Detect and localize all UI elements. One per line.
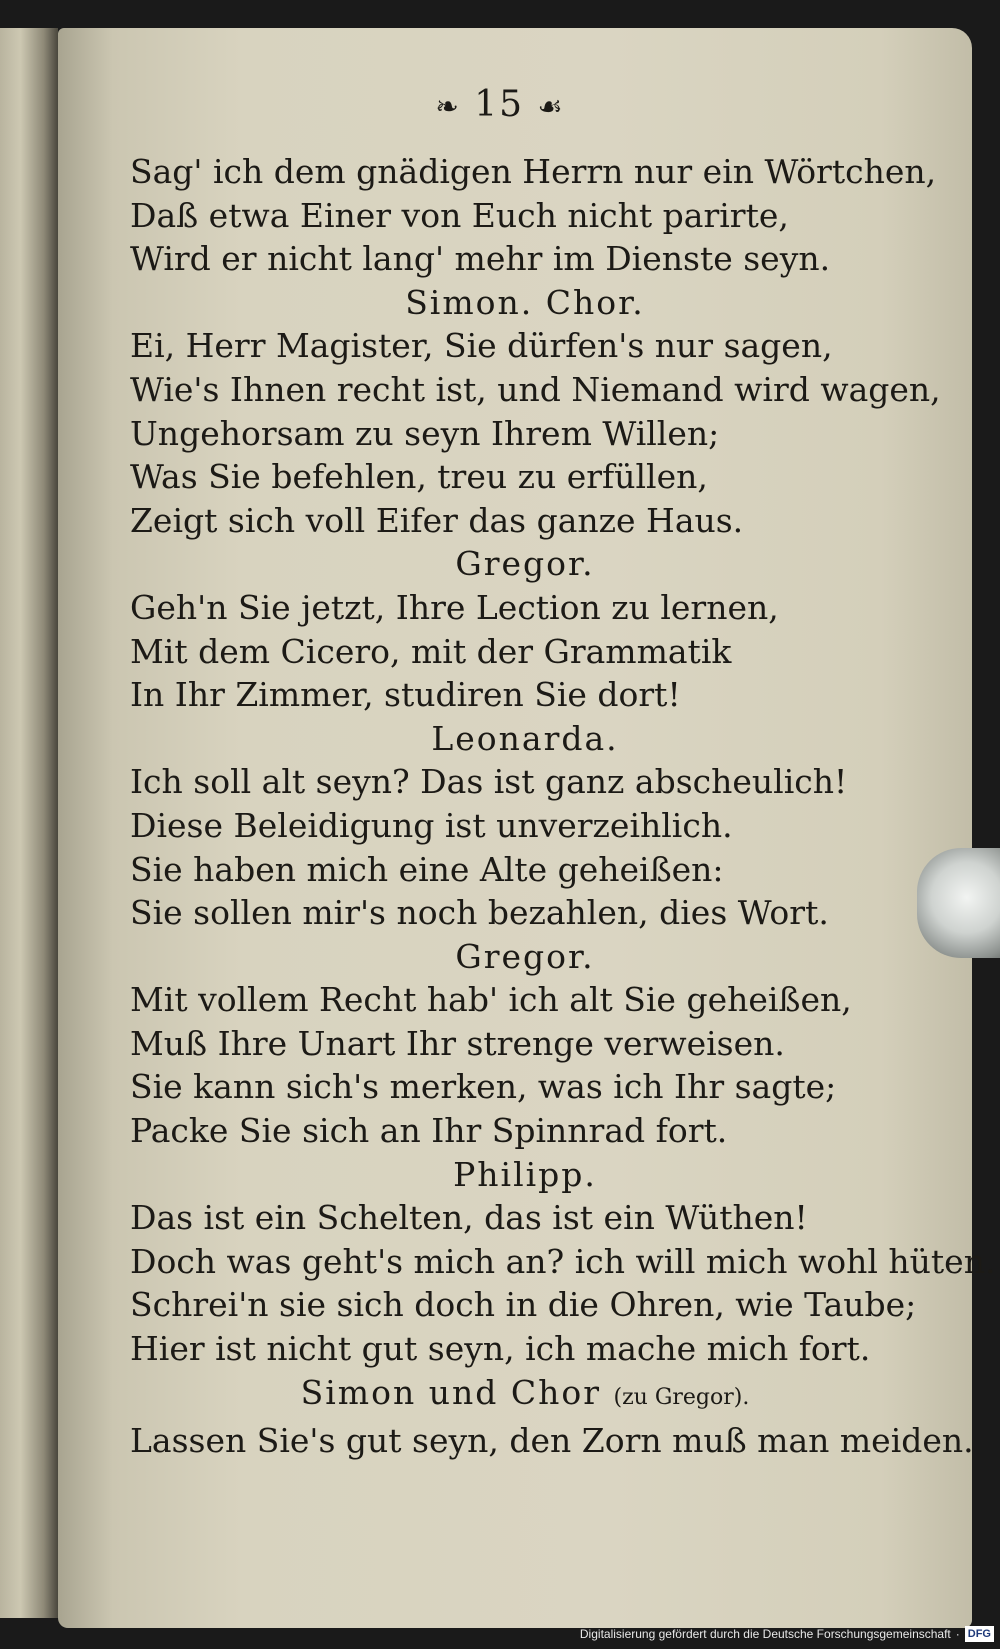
verse-line: Das ist ein Schelten, das ist ein Wüthen!	[130, 1198, 808, 1238]
verse-line: Zeigt sich voll Eifer das ganze Haus.	[130, 500, 744, 540]
verse-line: Packe Sie sich an Ihr Spinnrad fort.	[130, 1111, 728, 1151]
verse-line: Schrei'n sie sich doch in die Ohren, wie Taube;	[130, 1285, 917, 1325]
verse-line: Was Sie befehlen, treu zu erfüllen,	[130, 457, 708, 497]
speaker-heading: Gregor.	[455, 936, 595, 976]
verse-line: Wird er nicht lang' mehr im Dienste seyn.	[130, 239, 831, 279]
page-turn-tab[interactable]	[917, 848, 1000, 958]
verse-line: Daß etwa Einer von Euch nicht parirte,	[130, 195, 789, 235]
page-number: 15	[474, 84, 525, 125]
verse-line: Mit vollem Recht hab' ich alt Sie geheißen,	[130, 980, 852, 1020]
speaker-heading	[130, 1371, 920, 1420]
verse-line: In Ihr Zimmer, studiren Sie dort!	[130, 675, 681, 715]
stage-direction: (zu Gregor).	[613, 1384, 750, 1410]
verse-line: Muß Ihre Unart Ihr strenge verweisen.	[130, 1023, 785, 1063]
verse-line: Sag' ich dem gnädigen Herrn nur ein Wörtchen,	[130, 152, 937, 191]
verse-line: Geh'n Sie jetzt, Ihre Lection zu lernen,	[130, 587, 779, 627]
speaker-name: Simon und Chor	[300, 1372, 601, 1412]
previous-page-edge	[0, 28, 58, 1618]
verse-line: Sie haben mich eine Alte geheißen:	[130, 849, 724, 889]
ornament-left-icon: ❧	[435, 90, 461, 123]
speaker-heading: Simon. Chor.	[405, 282, 645, 322]
verse-line: Diese Beleidigung ist unverzeihlich.	[130, 805, 733, 845]
speaker-heading: Philipp.	[453, 1154, 597, 1194]
verse-line: Sie kann sich's merken, was ich Ihr sagte;	[130, 1067, 837, 1107]
ornament-right-icon: ☙	[537, 90, 565, 123]
verse-line: Wie's Ihnen recht ist, und Niemand wird wagen,	[130, 369, 941, 409]
verse-line: Lassen Sie's gut seyn, den Zorn muß man meiden.	[130, 1421, 974, 1461]
funding-note: Digitalisierung gefördert durch die Deutsche Forschungsgemeinschaft	[579, 1627, 951, 1641]
dfg-logo: DFG	[965, 1626, 994, 1642]
speaker-heading: Leonarda.	[431, 718, 619, 758]
digitization-footer	[580, 1621, 994, 1647]
verse-line: Mit dem Cicero, mit der Grammatik	[130, 631, 732, 671]
verse-line: Doch was geht's mich an? ich will mich wohl hüten.	[130, 1241, 996, 1281]
page-header	[0, 84, 1000, 125]
footer-separator: ·	[955, 1627, 960, 1641]
libretto-text	[130, 150, 996, 1463]
verse-line: Ich soll alt seyn? Das ist ganz abscheulich!	[130, 762, 848, 802]
verse-line: Ungehorsam zu seyn Ihrem Willen;	[130, 413, 720, 453]
speaker-heading: Gregor.	[455, 544, 595, 584]
verse-line: Hier ist nicht gut seyn, ich mache mich fort.	[130, 1329, 871, 1369]
verse-line: Sie sollen mir's noch bezahlen, dies Wort.	[130, 893, 829, 933]
verse-line: Ei, Herr Magister, Sie dürfen's nur sagen,	[130, 326, 833, 366]
